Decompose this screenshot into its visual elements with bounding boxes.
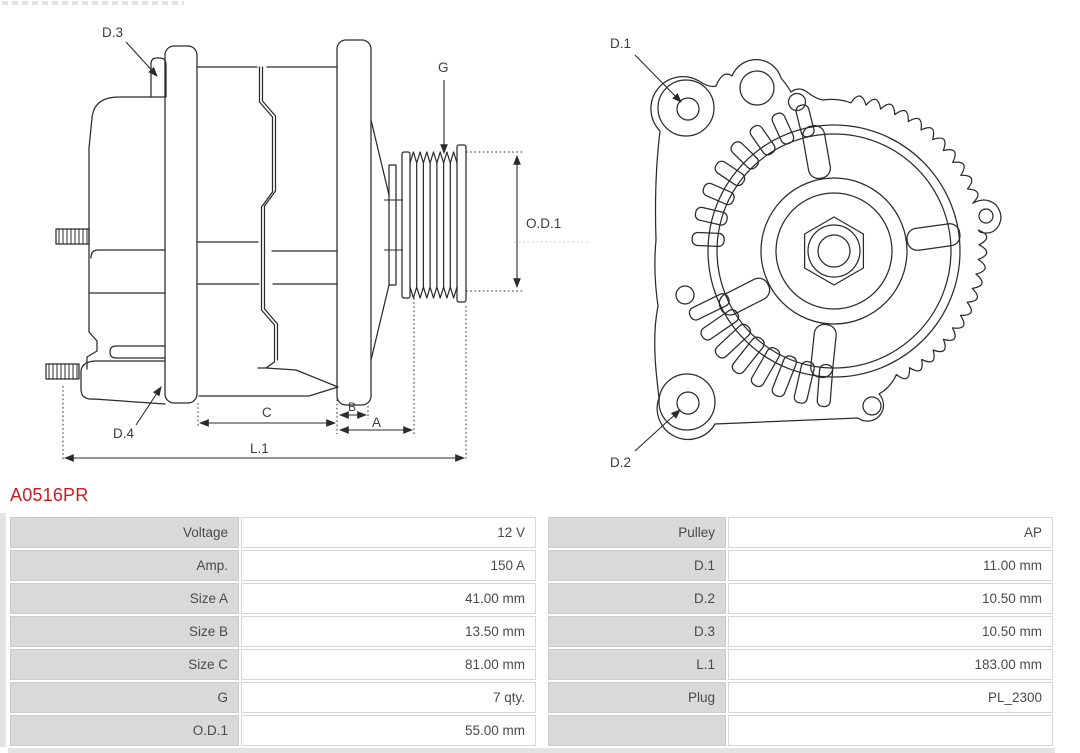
spec-value: AP (728, 517, 1053, 548)
lower-mount (81, 361, 165, 404)
front-flange (337, 40, 371, 405)
spec-row (10, 550, 536, 581)
spec-row (548, 715, 1053, 746)
spec-row (548, 649, 1053, 680)
spec-row (10, 715, 536, 746)
label-b: B (348, 400, 357, 414)
small-hole-bottom (863, 397, 881, 415)
spec-row (10, 682, 536, 713)
spec-label: D.1 (548, 550, 726, 581)
label-a: A (372, 415, 382, 430)
label-l1: L.1 (250, 441, 269, 456)
spec-row (548, 682, 1053, 713)
table-left-border (0, 513, 6, 747)
pulley-front-plate (457, 145, 466, 302)
label-d3: D.3 (102, 25, 124, 40)
spec-row (10, 517, 536, 548)
top-ear-hole (740, 71, 774, 105)
spec-value: 10.50 mm (728, 583, 1053, 614)
spec-row (10, 649, 536, 680)
shaft (389, 165, 396, 285)
spec-value: 13.50 mm (241, 616, 536, 647)
spec-label: Plug (548, 682, 726, 713)
label-g: G (438, 60, 449, 75)
side-view (46, 25, 588, 461)
front-view (610, 36, 1001, 470)
spec-row (10, 583, 536, 614)
spec-row (10, 616, 536, 647)
spec-value: 183.00 mm (728, 649, 1053, 680)
spec-label: O.D.1 (10, 715, 239, 746)
terminal-stud (56, 229, 89, 244)
spec-label: Pulley (548, 517, 726, 548)
pointer-D4 (136, 387, 161, 425)
pulley-grooves (410, 152, 457, 298)
spec-row (548, 583, 1053, 614)
mount-stud (46, 364, 79, 379)
spec-label: Voltage (10, 517, 239, 548)
housing-outline (651, 60, 1001, 440)
rear-housing (87, 97, 165, 369)
spec-label: Size A (10, 583, 239, 614)
rotor-face (708, 125, 960, 377)
shaft-center (818, 235, 850, 267)
spec-value: 7 qty. (241, 682, 536, 713)
spec-label: D.3 (548, 616, 726, 647)
spec-label (548, 715, 726, 746)
spec-table-right (548, 517, 1053, 748)
spec-label: Amp. (10, 550, 239, 581)
part-number: A0516PR (10, 485, 89, 505)
spec-value (728, 715, 1053, 746)
right-ear-hole (979, 209, 993, 223)
spec-row (548, 517, 1053, 548)
spec-value: 81.00 mm (241, 649, 536, 680)
spec-label: Size C (10, 649, 239, 680)
small-hole-left (676, 286, 694, 304)
spec-label: L.1 (548, 649, 726, 680)
label-od1: O.D.1 (526, 216, 562, 231)
spec-row (548, 550, 1053, 581)
spec-value: PL_2300 (728, 682, 1053, 713)
top-boss (658, 80, 714, 136)
spec-value: 12 V (241, 517, 536, 548)
spec-row (548, 616, 1053, 647)
label-d1: D.1 (610, 36, 632, 51)
rear-flange (165, 46, 197, 403)
spec-label: D.2 (548, 583, 726, 614)
pulley-back-plate (402, 152, 410, 298)
spec-label: G (10, 682, 239, 713)
hole-D2 (677, 392, 699, 414)
spec-value: 55.00 mm (241, 715, 536, 746)
spec-value: 41.00 mm (241, 583, 536, 614)
spec-value: 11.00 mm (728, 550, 1053, 581)
shaft-nut (805, 217, 864, 285)
rear-ear (151, 58, 166, 97)
front-cone (371, 120, 389, 195)
label-c: C (262, 405, 272, 420)
label-d2: D.2 (610, 455, 632, 470)
spec-table-left (10, 517, 536, 748)
spec-value: 150 A (241, 550, 536, 581)
label-d4: D.4 (113, 426, 135, 441)
spec-label: Size B (10, 616, 239, 647)
cutoff-next-row (8, 748, 1055, 753)
spec-value: 10.50 mm (728, 616, 1053, 647)
